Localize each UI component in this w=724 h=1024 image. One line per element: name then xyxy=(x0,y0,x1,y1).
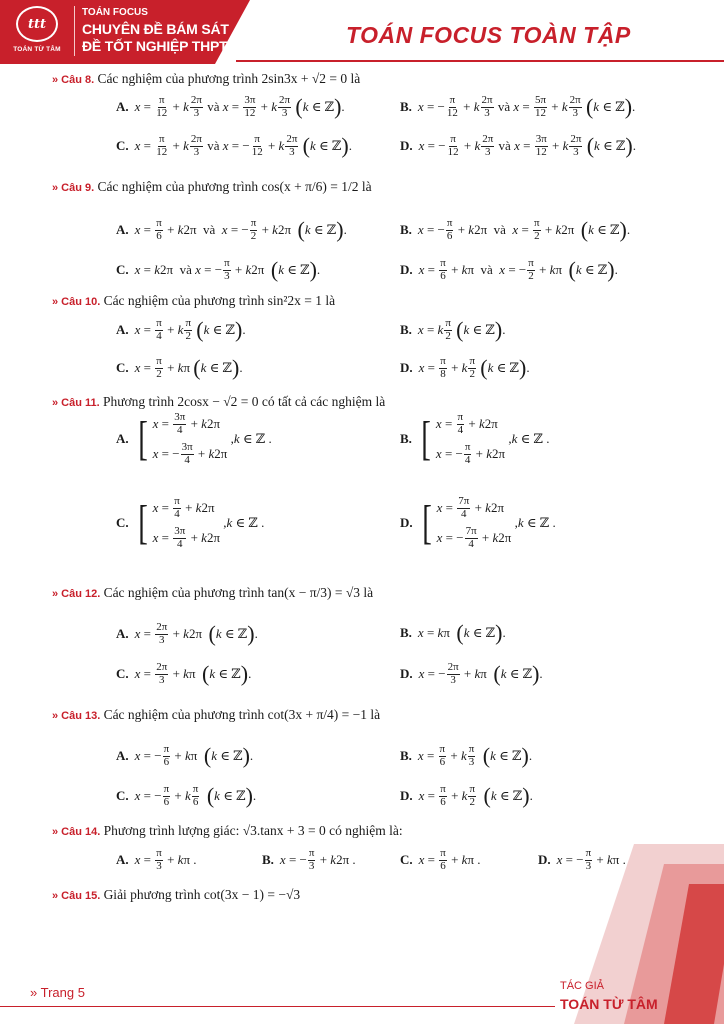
option-11a[interactable]: A. [ x = $\frac{3\pi}{4}$ + k 2π x = − $\frac{3\pi}{4}$ + k 2π , k ∈ ℤ . xyxy=(116,411,272,466)
logo-mark: ttt xyxy=(16,6,58,42)
option-10b[interactable]: B. x = k $\frac{\pi}{2}$ ( k ∈ ℤ ) . xyxy=(400,317,506,343)
option-13d[interactable]: D. x = $\frac{\pi}{6}$ + k $\frac{\pi}{2}$ ( k ∈ ℤ ) . xyxy=(400,783,533,809)
header-line1: CHUYÊN ĐỀ BÁM SÁT xyxy=(82,21,229,37)
header-title: TOÁN FOCUS TOÀN TẬP xyxy=(346,22,631,48)
option-12a[interactable]: A. x = $\frac{2\pi}{3}$ + k 2π ( k ∈ ℤ ) . xyxy=(116,621,258,647)
option-8d[interactable]: D. x = − $\frac{\pi}{12}$ + k $\frac{2\pi}{3}$ và x = $\frac{3\pi}{12}$ + k $\frac{2\pi}{3}$ ( k ∈ ℤ ) . xyxy=(400,133,636,159)
question-text: Phương trình lượng giác: √3.tanx + 3 = 0 có nghiệm là: xyxy=(103,823,403,838)
option-8b[interactable]: B. x = − $\frac{\pi}{12}$ + k $\frac{2\pi}{3}$ và x = $\frac{5\pi}{12}$ + k $\frac{2\pi}{3}$ ( k ∈ ℤ ) . xyxy=(400,94,636,120)
option-13c[interactable]: C. x = − $\frac{\pi}{6}$ + k $\frac{\pi}{6}$ ( k ∈ ℤ ) . xyxy=(116,783,257,809)
option-13a[interactable]: A. x = − $\frac{\pi}{6}$ + k π ( k ∈ ℤ ) . xyxy=(116,743,254,769)
logo-text: TOÁN TỪ TÂM xyxy=(13,46,61,53)
page-header xyxy=(0,0,724,64)
option-12d[interactable]: D. x = − $\frac{2\pi}{3}$ + k π ( k ∈ ℤ ) . xyxy=(400,661,543,687)
option-11b[interactable]: B. [ x = $\frac{\pi}{4}$ + k 2π x = − $\frac{\pi}{4}$ + k 2π , k ∈ ℤ . xyxy=(400,411,550,466)
question-label: » Câu 12. xyxy=(52,588,101,600)
question-text: Giải phương trình cot(3x − 1) = −√3 xyxy=(103,887,301,902)
question-label: » Câu 9. xyxy=(52,182,95,194)
option-9c[interactable]: C. x = k 2π và x = − $\frac{\pi}{3}$ + k 2π ( k ∈ ℤ ) . xyxy=(116,257,321,283)
option-9a[interactable]: A. x = $\frac{\pi}{6}$ + k 2π và x = − $\frac{\pi}{2}$ + k 2π ( k ∈ ℤ ) . xyxy=(116,217,347,243)
question-text: Các nghiệm của phương trình tan(x − π/3) = √3 là xyxy=(103,585,374,600)
option-14d[interactable]: D. x = − $\frac{\pi}{3}$ + k π . xyxy=(538,847,626,872)
question-label: » Câu 13. xyxy=(52,710,101,722)
question-15 xyxy=(52,888,300,902)
option-8c[interactable]: C. x = $\frac{\pi}{12}$ + k $\frac{2\pi}{3}$ và x = − $\frac{\pi}{12}$ + k $\frac{2\pi}{3}$ ( k ∈ ℤ ) . xyxy=(116,133,352,159)
option-14a[interactable]: A. x = $\frac{\pi}{3}$ + k π . xyxy=(116,847,197,872)
header-small: TOÁN FOCUS xyxy=(82,7,148,18)
option-11d[interactable]: D. [ x = $\frac{7\pi}{4}$ + k 2π x = − $\frac{7\pi}{4}$ + k 2π , k ∈ ℤ . xyxy=(400,495,556,550)
question-text: Các nghiệm của phương trình cos(x + π/6) = 1/2 là xyxy=(97,179,372,194)
option-9d[interactable]: D. x = $\frac{\pi}{6}$ + k π và x = − $\frac{\pi}{2}$ + k π ( k ∈ ℤ ) . xyxy=(400,257,618,283)
question-text: Các nghiệm của phương trình cot(3x + π/4) = −1 là xyxy=(103,707,381,722)
header-line2: ĐỀ TỐT NGHIỆP THPT xyxy=(82,38,228,54)
question-9 xyxy=(52,180,372,194)
option-9b[interactable]: B. x = − $\frac{\pi}{6}$ + k 2π và x = $\frac{\pi}{2}$ + k 2π ( k ∈ ℤ ) . xyxy=(400,217,631,243)
question-10 xyxy=(52,294,335,308)
author-name: TOÁN TỪ TÂM xyxy=(560,996,658,1012)
option-14c[interactable]: C. x = $\frac{\pi}{6}$ + k π . xyxy=(400,847,481,872)
author-label: TÁC GIẢ xyxy=(560,980,605,992)
option-12b[interactable]: B. x = k π ( k ∈ ℤ ) . xyxy=(400,620,506,645)
question-11 xyxy=(52,395,385,409)
footer-rule xyxy=(0,1006,555,1007)
question-label: » Câu 10. xyxy=(52,296,101,308)
option-10a[interactable]: A. x = $\frac{\pi}{4}$ + k $\frac{\pi}{2}$ ( k ∈ ℤ ) . xyxy=(116,317,246,343)
question-label: » Câu 8. xyxy=(52,74,95,86)
question-12 xyxy=(52,586,373,600)
option-10c[interactable]: C. x = $\frac{\pi}{2}$ + k π ( k ∈ ℤ ) . xyxy=(116,355,243,381)
option-14b[interactable]: B. x = − $\frac{\pi}{3}$ + k 2π . xyxy=(262,847,356,872)
question-13 xyxy=(52,708,380,722)
option-8a[interactable]: A. x = $\frac{\pi}{12}$ + k $\frac{2\pi}{3}$ và x = $\frac{3\pi}{12}$ + k $\frac{2\pi}{3}$ ( k ∈ ℤ ) . xyxy=(116,94,345,120)
option-11c[interactable]: C. [ x = $\frac{\pi}{4}$ + k 2π x = $\frac{3\pi}{4}$ + k 2π , k ∈ ℤ . xyxy=(116,495,265,550)
question-text: Các nghiệm của phương trình 2sin3x + √2 = 0 là xyxy=(97,71,361,86)
header-divider xyxy=(74,6,75,56)
logo xyxy=(6,4,68,60)
option-10d[interactable]: D. x = $\frac{\pi}{8}$ + k $\frac{\pi}{2}$ ( k ∈ ℤ ) . xyxy=(400,355,530,381)
question-label: » Câu 11. xyxy=(52,397,100,409)
question-text: Các nghiệm của phương trình sin²2x = 1 là xyxy=(103,293,336,308)
question-14 xyxy=(52,824,403,838)
option-13b[interactable]: B. x = $\frac{\pi}{6}$ + k $\frac{\pi}{3}$ ( k ∈ ℤ ) . xyxy=(400,743,533,769)
header-rule xyxy=(236,60,724,62)
option-12c[interactable]: C. x = $\frac{2\pi}{3}$ + k π ( k ∈ ℤ ) . xyxy=(116,661,252,687)
question-8 xyxy=(52,72,360,86)
question-label: » Câu 15. xyxy=(52,890,101,902)
question-label: » Câu 14. xyxy=(52,826,101,838)
question-text: Phương trình 2cosx − √2 = 0 có tất cả các nghiệm là xyxy=(102,394,386,409)
page-number: » Trang 5 xyxy=(30,985,85,1000)
